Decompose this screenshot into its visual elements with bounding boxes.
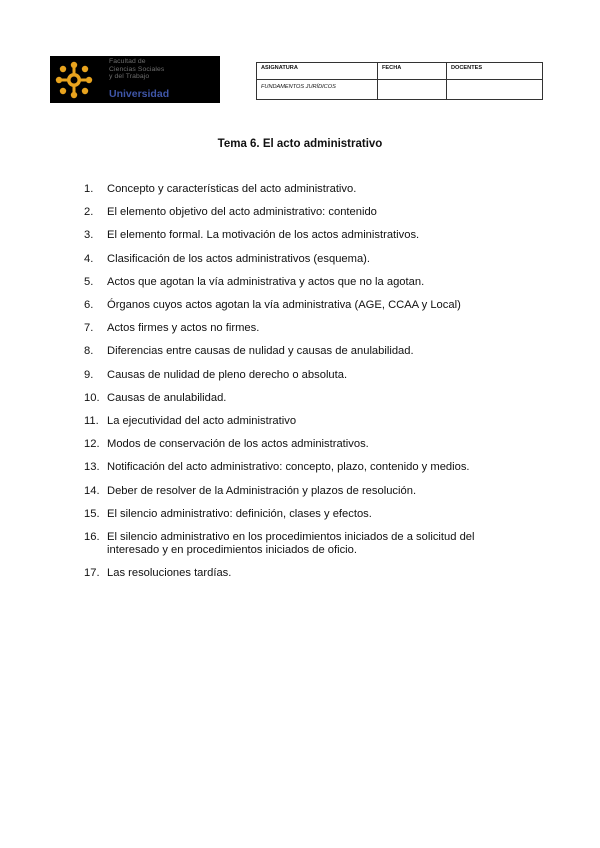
subject-value: FUNDAMENTOS JURÍDICOS	[257, 80, 378, 100]
university-name: Universidad	[109, 88, 170, 100]
item-number: 13.	[84, 461, 100, 474]
list-item	[80, 229, 520, 242]
item-text: La ejecutividad del acto administrativo	[107, 415, 297, 428]
item-number: 8.	[84, 345, 94, 358]
faculty-line-3: y del Trabajo	[109, 73, 150, 81]
list-item	[80, 438, 520, 451]
item-text: El silencio administrativo: definición, clases y efectos.	[107, 507, 372, 520]
item-number: 4.	[84, 252, 94, 265]
faculty-name	[109, 58, 164, 81]
list-item	[80, 299, 520, 312]
item-text: Las resoluciones tardías.	[107, 567, 232, 580]
item-text: Modos de conservación de los actos administrativos.	[107, 438, 369, 451]
subject-label: ASIGNATURA	[257, 63, 378, 80]
item-number: 5.	[84, 275, 94, 288]
item-text: Notificación del acto administrativo: concepto, plazo, contenido y medios.	[107, 461, 470, 474]
teachers-value	[447, 80, 543, 100]
faculty-line-2: Ciencias Sociales	[109, 65, 165, 73]
item-text: Concepto y características del acto administrativo.	[107, 183, 357, 195]
item-number: 1.	[84, 183, 94, 195]
list-item	[80, 531, 520, 557]
item-number: 15.	[84, 507, 100, 520]
page-title: Tema 6. El acto administrativo	[217, 138, 383, 150]
list-item	[80, 508, 520, 521]
item-number: 12.	[84, 438, 100, 451]
item-number: 17.	[84, 567, 100, 580]
item-text: Causas de anulabilidad.	[107, 391, 227, 404]
item-text: El elemento objetivo del acto administrativo: contenido	[107, 206, 377, 219]
item-text: Actos firmes y actos no firmes.	[107, 322, 260, 335]
item-number: 14.	[84, 484, 100, 497]
list-item	[80, 485, 520, 498]
date-label: FECHA	[378, 63, 447, 80]
item-text: Actos que agotan la vía administrativa y actos que no la agotan.	[107, 275, 425, 288]
list-item	[80, 322, 520, 335]
list-item	[80, 392, 520, 405]
item-text: Deber de resolver de la Administración y plazos de resolución.	[107, 484, 417, 497]
item-number: 11.	[84, 415, 99, 428]
item-text: El silencio administrativo en los procedimientos iniciados de a solicitud del interesado y en procedimientos iniciados de oficio.	[107, 531, 475, 557]
item-number: 9.	[84, 368, 94, 381]
item-number: 7.	[84, 322, 94, 335]
item-text: Causas de nulidad de pleno derecho o absoluta.	[107, 368, 348, 381]
list-item	[80, 461, 520, 474]
list-item	[80, 369, 520, 382]
item-number: 16.	[84, 531, 100, 544]
item-text: Órganos cuyos actos agotan la vía administrativa (AGE, CCAA y Local)	[107, 299, 461, 312]
item-text: El elemento formal. La motivación de los actos administrativos.	[107, 229, 420, 242]
list-item	[80, 567, 520, 580]
item-text: Clasificación de los actos administrativos (esquema).	[107, 252, 371, 265]
sun-emblem-icon	[53, 59, 95, 101]
teachers-label: DOCENTES	[447, 63, 543, 80]
faculty-logo	[50, 56, 220, 103]
item-text: Diferencias entre causas de nulidad y causas de anulabilidad.	[107, 345, 414, 358]
list-item	[80, 345, 520, 358]
list-item	[80, 183, 520, 196]
topic-list	[80, 183, 520, 591]
list-item	[80, 206, 520, 219]
list-item	[80, 253, 520, 266]
list-item	[80, 276, 520, 289]
item-number: 3.	[84, 229, 94, 242]
faculty-line-1: Facultad de	[109, 58, 146, 65]
item-number: 10.	[84, 391, 100, 404]
header-table	[256, 62, 543, 100]
date-value	[378, 80, 447, 100]
item-number: 6.	[84, 299, 94, 312]
list-item	[80, 415, 520, 428]
item-number: 2.	[84, 206, 94, 219]
